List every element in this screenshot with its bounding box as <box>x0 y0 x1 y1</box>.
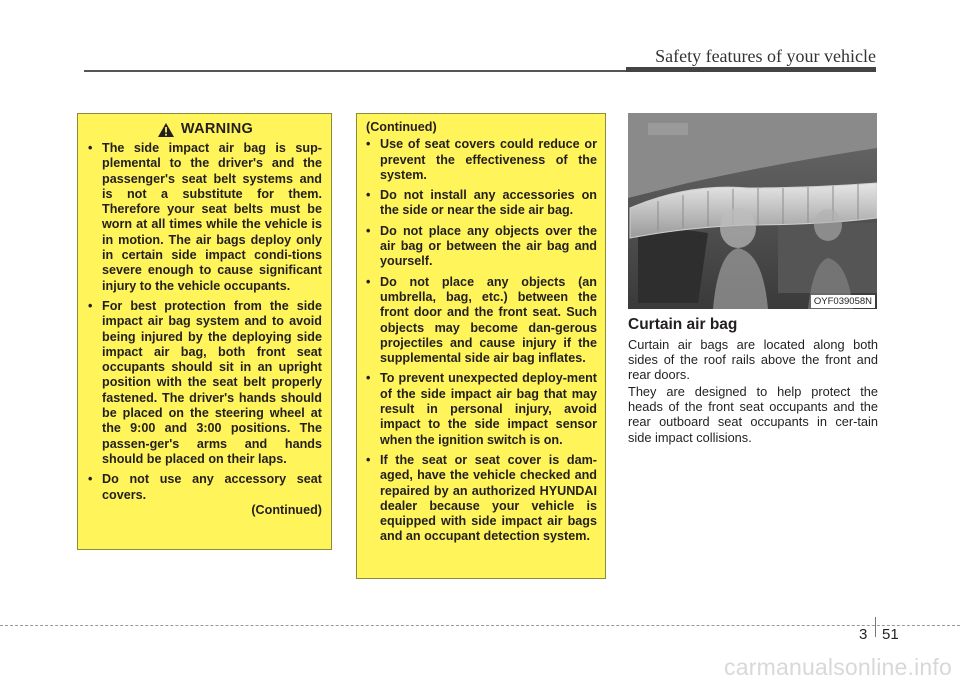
continued-heading: (Continued) <box>366 120 437 134</box>
warning-list <box>88 141 322 503</box>
figure-caption: OYF039058N <box>811 295 875 308</box>
warning-box <box>77 113 332 550</box>
warning-item: • The side impact air bag is sup-plemental to the driver's and the passenger's seat belt systems and is not a substitute for them. Therefore your seat belts must be worn at all times while the vehicle is in motion. The air bags deploy only in certain side impact condi-tions severe enough to cause significant injury to the vehicle occupants. <box>88 141 322 294</box>
continued-warning-list <box>366 137 597 544</box>
warning-item: • Do not use any accessory seat covers. <box>88 472 322 503</box>
body-paragraph: Curtain air bags are located along both sides of the roof rails above the front and rear doors. <box>628 337 878 383</box>
footer-separator <box>875 617 876 637</box>
continued-note: (Continued) <box>251 502 322 517</box>
page-header-title: Safety features of your vehicle <box>655 46 876 66</box>
header-rule-accent <box>626 67 876 72</box>
warning-item: • Use of seat covers could reduce or prevent the effectiveness of the system. <box>366 137 597 183</box>
warning-item: • For best protection from the side impact air bag system and to avoid being injured by the deploying side impact air bag, both front seat occupants should sit in an upright position with the seat belt properly fastened. The driver's hands should be placed on the steering wheel at the 9:00 and 3:00 positions. The passen-ger's arms and hands should be placed on their laps. <box>88 299 322 467</box>
curtain-airbag-illustration <box>628 113 877 309</box>
warning-item: • Do not install any accessories on the side or near the side air bag. <box>366 188 597 219</box>
section-title: Curtain air bag <box>628 316 738 333</box>
warning-item: • Do not place any objects (an umbrella, bag, etc.) between the front door and the front seat. Such objects may become dan-gerous projectiles and cause injury if the supplemental side air bag inflates. <box>366 275 597 367</box>
continued-warning-box <box>356 113 606 579</box>
page-number: 51 <box>882 626 899 643</box>
body-paragraph: They are designed to help protect the heads of the front seat occupants and the rear outboard seat occupants in cer-tain side impact collisions. <box>628 384 878 445</box>
footer-rule <box>0 625 960 626</box>
warning-heading <box>88 122 322 138</box>
warning-heading-label: WARNING <box>180 121 254 138</box>
chapter-number: 3 <box>859 626 868 643</box>
warning-item: • To prevent unexpected deploy-ment of the side impact air bag that may result in personal injury, avoid impact to the side impact sensor when the ignition switch is on. <box>366 371 597 447</box>
warning-item: • Do not place any objects over the air bag or between the air bag and yourself. <box>366 224 597 270</box>
watermark-text: carmanualsonline.info <box>724 654 952 680</box>
warning-triangle-icon <box>157 122 175 138</box>
warning-item: • If the seat or seat cover is dam-aged, have the vehicle checked and repaired by an authorized HYUNDAI dealer because your vehicle is equipped with side impact air bags and an occupant detection system. <box>366 453 597 545</box>
curtain-airbag-photo <box>628 113 877 309</box>
